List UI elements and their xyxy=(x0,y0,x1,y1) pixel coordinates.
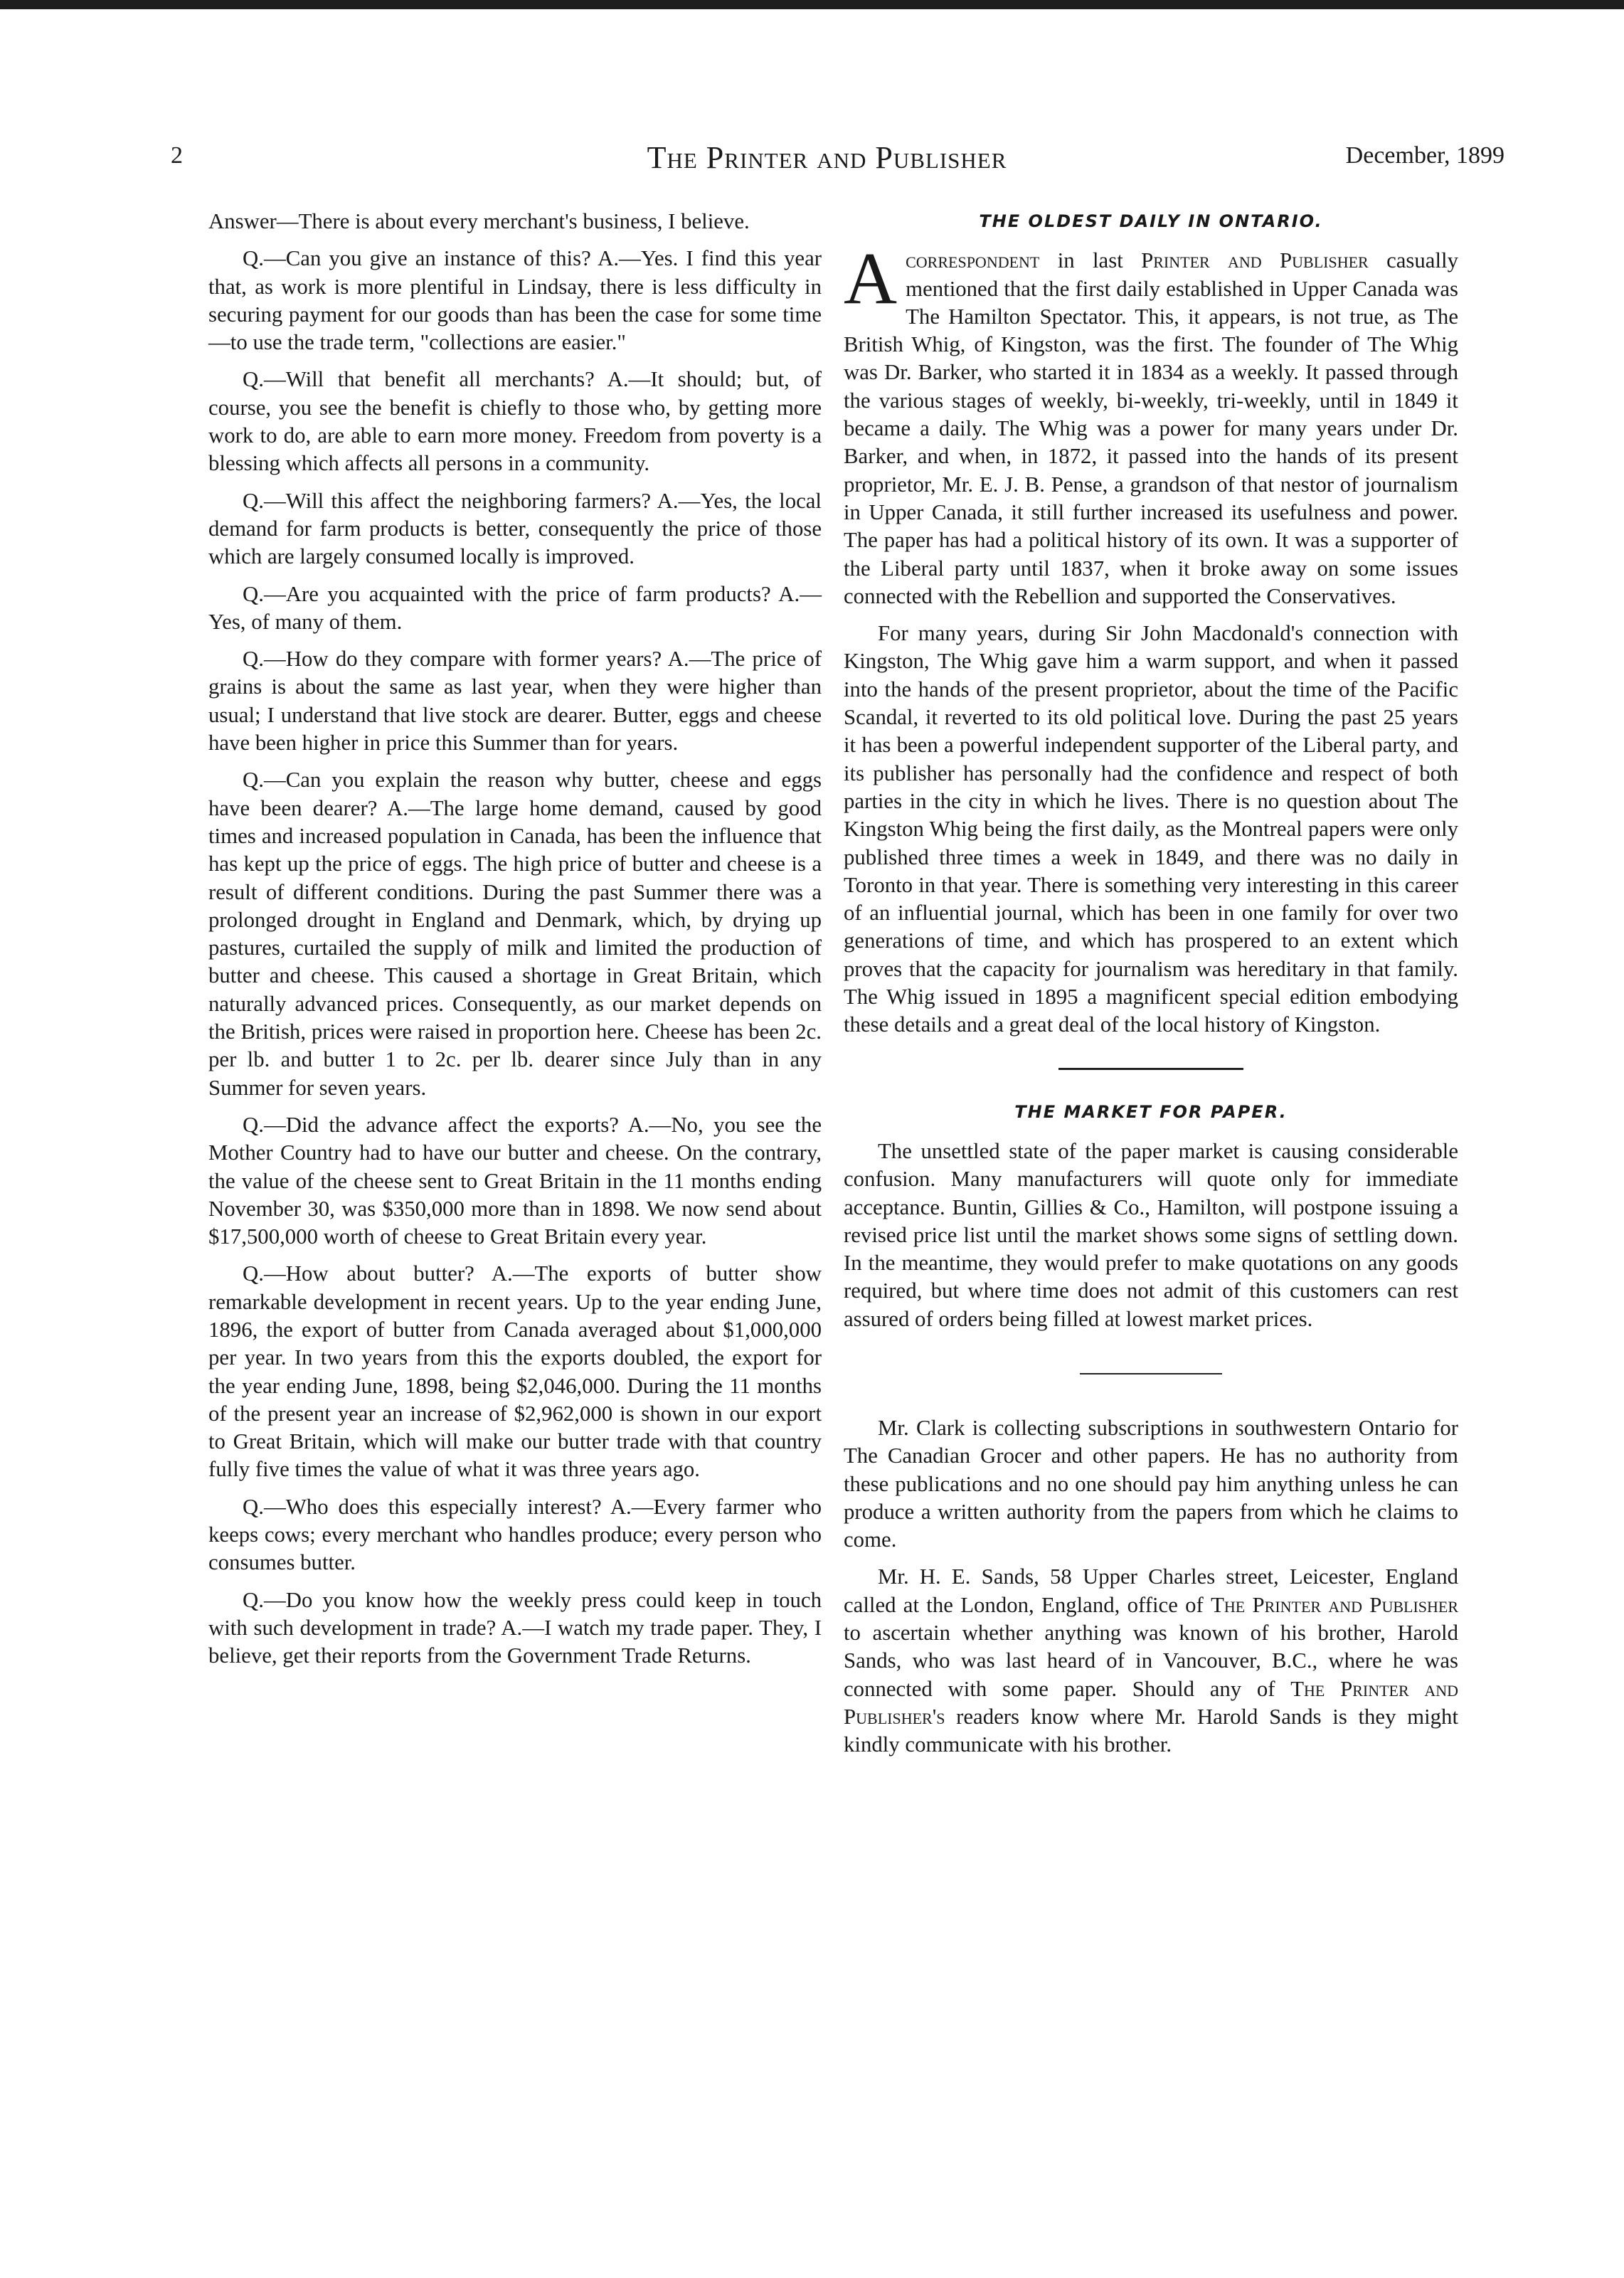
top-border-rule xyxy=(0,0,1624,9)
drop-cap: A xyxy=(844,238,898,320)
sands-text: Mr. H. E. Sands, 58 Upper Charles street, Leicester, England called at the London, England, office of xyxy=(844,1564,1458,1617)
interview-paragraph: Q.—Will this affect the neighboring farmers? A.—Yes, the local demand for farm products is better, consequently the price of those which are largely consumed locally is improved. xyxy=(208,488,822,569)
sands-text: to ascertain whether anything was known of his brother, Harold Sands, who was last heard of in Vancouver, B.C., where he was connected with some paper. Should any of xyxy=(844,1621,1458,1701)
interview-paragraph: Q.—How about butter? A.—The exports of butter show remarkable development in recent years. Up to the year ending June, 1896, the export of butter from Canada averaged about $1,000,000 per year. In two years from this the exports doubled, the export for the year ending June, 1898, being $2,046,000. During the 11 months of the present year an increase of $2,962,000 is shown in our export to Great Britain, which will make our butter trade with that country fully five times the value of what it was three years ago. xyxy=(208,1261,822,1482)
publication-name: The Printer and Publisher xyxy=(1211,1592,1459,1617)
sands-text: readers know where Mr. Harold Sands is they might kindly communicate with his brother. xyxy=(844,1704,1458,1757)
publication-name: Printer and Publisher xyxy=(1141,248,1369,273)
right-column xyxy=(844,208,1458,1769)
interview-paragraph: Q.—Can you explain the reason why butter, cheese and eggs have been dearer? A.—The large home demand, caused by good times and increased population in Canada, has been the influence that has kept up the price of eggs. The high price of butter and cheese is a result of different conditions. During the past Summer there was a prolonged drought in England and Denmark, which, by drying up pastures, curtailed the supply of milk and limited the production of butter and cheese. This caused a shortage in Great Britain, which naturally advanced prices. Consequently, as our market depends on the British, prices were raised in proportion here. Cheese has been 2c. per lb. and butter 1 to 2c. per lb. dearer since July than in any Summer for seven years. xyxy=(208,768,822,1100)
market-for-paper-heading: THE MARKET FOR PAPER. xyxy=(1014,1101,1288,1122)
left-column xyxy=(208,208,822,1680)
publication-name: The Printer and Publisher's xyxy=(844,1676,1458,1729)
oldest-daily-lead-paragraph xyxy=(844,238,1458,610)
lead-text: in last xyxy=(1039,248,1142,273)
section-divider xyxy=(1080,1373,1222,1374)
interview-paragraph: Q.—Will that benefit all merchants? A.—It should; but, of course, you see the benefit is chiefly to those who, by getting more work to do, are able to earn more money. Freedom from poverty is a blessing which affects all persons in a community. xyxy=(208,367,822,476)
interview-paragraph: Q.—Who does this especially interest? A.—Every farmer who keeps cows; every merchant who handles produce; every person who consumes butter. xyxy=(208,1494,822,1575)
page-number: 2 xyxy=(171,142,183,169)
sands-notice xyxy=(844,1563,1458,1759)
interview-paragraph: Q.—Can you give an instance of this? A.—Yes. I find this year that, as work is more plentiful in Lindsay, there is less difficulty in securing payment for our goods than has been the case for some time—to use the trade term, "collections are easier." xyxy=(208,246,822,355)
masthead-title: The Printer and Publisher xyxy=(647,140,1007,175)
section-divider xyxy=(1058,1068,1243,1070)
interview-answer: Answer—There is about every merchant's business, I believe. xyxy=(208,209,750,233)
publication-date: December, 1899 xyxy=(1345,142,1504,169)
lead-text: casually mentioned that the first daily established in Upper Canada was The Hamilton Spectator. This, it appears, is not true, as The British Whig, of Kingston, was the first. The founder of The Whig was Dr. Barker, who started it in 1834 as a weekly. It passed through the various stages of weekly, bi-weekly, tri-weekly, until in 1849 it became a daily. The Whig was a power for many years under Dr. Barker, and when, in 1872, it passed into the hands of its present proprietor, Mr. E. J. B. Pense, a grandson of that nestor of journalism in Upper Canada, it still further increased its usefulness and power. The paper has had a political history of its own. It was a supporter of the Liberal party until 1837, when it broke away on some issues connected with the Rebellion and supported the Conservatives. xyxy=(844,248,1458,608)
interview-paragraph: Q.—Do you know how the weekly press could keep in touch with such development in trade? A.—I watch my trade paper. They, I believe, get their reports from the Government Trade Returns. xyxy=(208,1587,822,1668)
market-for-paper-paragraph: The unsettled state of the paper market is causing considerable confusion. Many manufacturers will quote only for immediate acceptance. Buntin, Gillies & Co., Hamilton, will postpone issuing a revised price list until the market shows some signs of settling down. In the meantime, they would prefer to make quotations on any goods required, but where time does not admit of this customers can rest assured of orders being filled at lowest market prices. xyxy=(844,1138,1458,1331)
lead-word: correspondent xyxy=(906,248,1040,273)
interview-paragraph: Q.—Did the advance affect the exports? A.—No, you see the Mother Country had to have our butter and cheese. On the contrary, the value of the cheese sent to Great Britain in the 11 months ending November 30, was $350,000 more than in 1898. We now send about $17,500,000 worth of cheese to Great Britain every year. xyxy=(208,1112,822,1249)
oldest-daily-paragraph: For many years, during Sir John Macdonald's connection with Kingston, The Whig gave him a warm support, and when it passed into the hands of the present proprietor, about the time of the Pacific Scandal, it reverted to its old political love. During the past 25 years it has been a powerful independent supporter of the Liberal party, and its publisher has personally had the confidence and respect of both parties in the city in which he lives. There is no question about The Kingston Whig being the first daily, as the Montreal papers were only published three times a week in 1849, and there was no daily in Toronto in that year. There is something very interesting in this career of an influential journal, which has been in one family for over two generations of time, and which has prospered to an extent which proves that the capacity for journalism was hereditary in that family. The Whig issued in 1895 a magnificent special edition embodying these details and a great deal of the local history of Kingston. xyxy=(844,621,1458,1037)
page-header xyxy=(149,139,1504,179)
interview-paragraph: Q.—How do they compare with former years? A.—The price of grains is about the same as last year, when they were higher than usual; I understand that live stock are dearer. Butter, eggs and cheese have been higher in price this Summer than for years. xyxy=(208,647,822,756)
clark-notice: Mr. Clark is collecting subscriptions in southwestern Ontario for The Canadian Grocer and other papers. He has no authority from these publications and no one should pay him anything unless he can produce a written authority from the papers from which he claims to come. xyxy=(844,1415,1458,1552)
oldest-daily-heading: THE OLDEST DAILY IN ONTARIO. xyxy=(979,211,1323,231)
interview-paragraph: Q.—Are you acquainted with the price of farm products? A.—Yes, of many of them. xyxy=(208,581,822,634)
